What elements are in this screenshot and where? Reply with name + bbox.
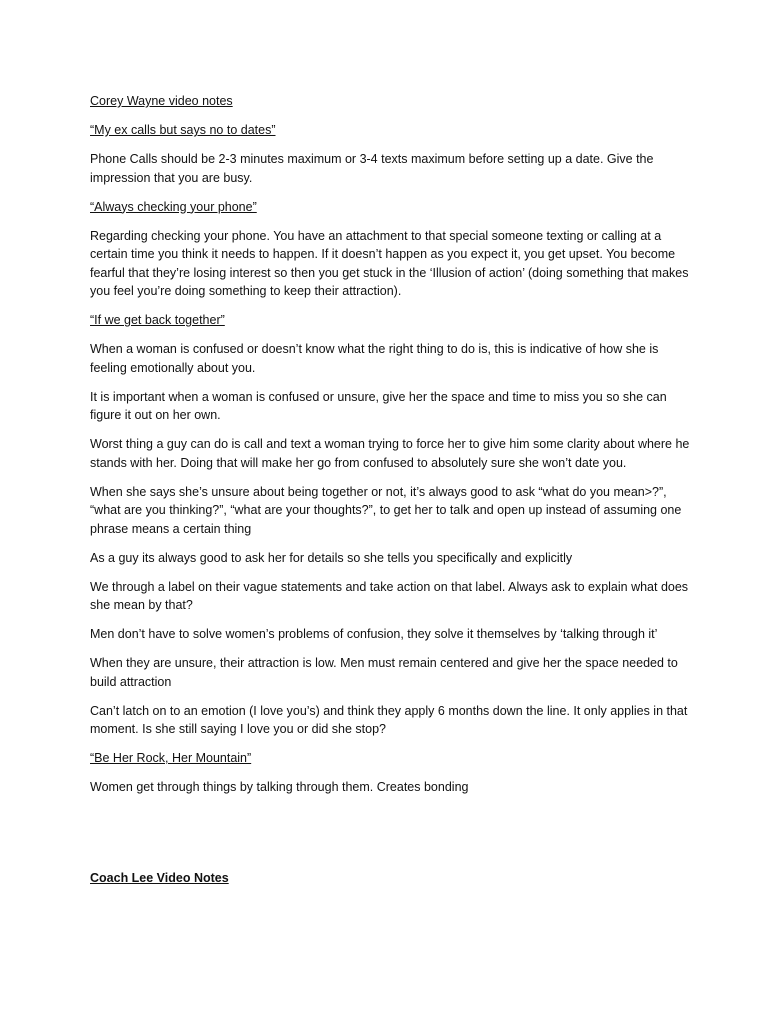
paragraph: Regarding checking your phone. You have an attachment to that special someone texting or calling at a certain time you think it needs to happen. If it doesn’t happen as you expect it, you get upset. You become fearful that they’re losing interest so then you get stuck in the ‘Illusion of action’ (doing something that makes you feel you’re doing something to keep their attraction).: [90, 228, 689, 298]
paragraph: When a woman is confused or doesn’t know what the right thing to do is, this is indicative of how she is feeling emotionally about you.: [90, 342, 659, 375]
paragraph: Worst thing a guy can do is call and text a woman trying to force her to give him some clarity about where he stands with her. Doing that will make her go from confused to absolutely sure she won’t date you.: [90, 437, 690, 470]
spacer: [90, 807, 690, 869]
paragraph: Women get through things by talking through them. Creates bonding: [90, 780, 469, 794]
paragraph: It is important when a woman is confused or unsure, give her the space and time to miss you so she can figure it out on her own.: [90, 389, 667, 422]
document-page: [90, 92, 690, 898]
section-heading: “Be Her Rock, Her Mountain”: [90, 751, 252, 765]
paragraph: Can’t latch on to an emotion (I love you’s) and think they apply 6 months down the line. It only applies in that moment. Is she still saying I love you or did she stop?: [90, 703, 688, 736]
paragraph: Men don’t have to solve women’s problems of confusion, they solve it themselves by ‘talking through it’: [90, 627, 658, 641]
paragraph: As a guy its always good to ask her for details so she tells you specifically and explicitly: [90, 550, 573, 565]
section2-title: Coach Lee Video Notes: [90, 871, 229, 885]
section-heading: “If we get back together”: [90, 313, 225, 327]
paragraph: When they are unsure, their attraction is low. Men must remain centered and give her the space needed to build attraction: [90, 656, 678, 689]
paragraph: Phone Calls should be 2-3 minutes maximum or 3-4 texts maximum before setting up a date. Give the impression that you are busy.: [90, 152, 654, 185]
paragraph: We through a label on their vague statements and take action on that label. Always ask to explain what does she mean by that?: [90, 579, 689, 612]
paragraph: When she says she’s unsure about being together or not, it’s always good to ask “what do you mean>?”, “what are you thinking?”, “what are your thoughts?”, to get her to talk and open up instead of assuming one phrase means a certain thing: [90, 484, 682, 536]
section-heading: “My ex calls but says no to dates”: [90, 123, 276, 137]
document-title: Corey Wayne video notes: [90, 94, 233, 108]
section-heading: “Always checking your phone”: [90, 199, 257, 214]
